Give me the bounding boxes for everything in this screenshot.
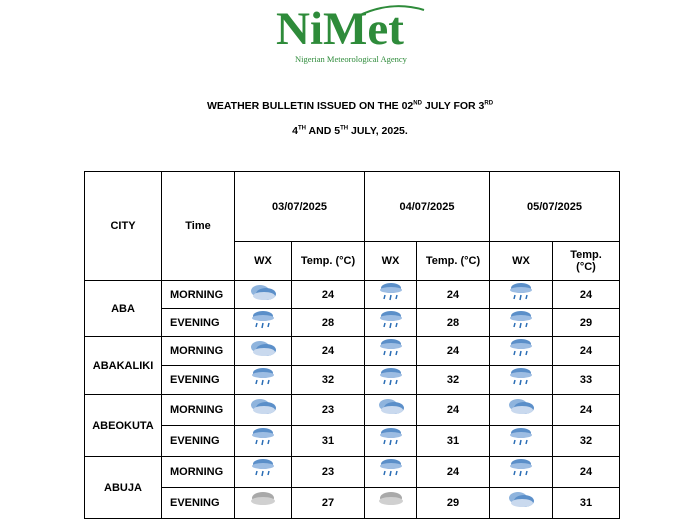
wx-cell	[235, 457, 292, 488]
table-row	[85, 457, 620, 488]
temp-cell: 32	[553, 426, 620, 457]
time-cell: MORNING	[162, 337, 235, 366]
wx-cell	[235, 337, 292, 366]
wx-cell	[490, 366, 553, 395]
temp-cell: 31	[292, 426, 365, 457]
wx-header: WX	[490, 242, 553, 281]
temp-cell: 24	[417, 457, 490, 488]
weather-table	[84, 171, 620, 519]
rain-cloud-icon	[506, 457, 536, 479]
table-row	[85, 488, 620, 519]
temp-header-wrapped: Temp. (°C)	[553, 242, 620, 281]
bulletin-title-line-1: WEATHER BULLETIN ISSUED ON THE 02ND JULY FOR 3RD	[206, 100, 494, 112]
rain-cloud-icon	[506, 366, 536, 388]
cloudy-icon	[376, 395, 406, 417]
rain-cloud-icon	[248, 366, 278, 388]
wx-cell	[490, 309, 553, 337]
wx-cell	[365, 395, 417, 426]
temp-cell: 29	[553, 309, 620, 337]
overcast-icon	[248, 488, 278, 510]
time-cell: EVENING	[162, 309, 235, 337]
time-cell: EVENING	[162, 426, 235, 457]
wx-cell	[365, 309, 417, 337]
wx-cell	[365, 281, 417, 309]
wx-cell	[235, 309, 292, 337]
rain-cloud-icon	[506, 309, 536, 331]
table-row	[85, 309, 620, 337]
city-header: CITY	[85, 172, 162, 281]
wx-cell	[365, 366, 417, 395]
overcast-icon	[376, 488, 406, 510]
wx-cell	[365, 337, 417, 366]
date-header-1: 03/07/2025	[235, 172, 365, 242]
temp-cell: 33	[553, 366, 620, 395]
rain-cloud-icon	[248, 426, 278, 448]
cloudy-icon	[248, 337, 278, 359]
wx-cell	[490, 426, 553, 457]
rain-cloud-icon	[376, 426, 406, 448]
date-header-2: 04/07/2025	[365, 172, 490, 242]
temp-cell: 31	[553, 488, 620, 519]
temp-cell: 24	[553, 457, 620, 488]
wx-header: WX	[365, 242, 417, 281]
temp-cell: 31	[417, 426, 490, 457]
wx-cell	[490, 395, 553, 426]
table-row	[85, 395, 620, 426]
wx-cell	[365, 457, 417, 488]
time-cell: MORNING	[162, 457, 235, 488]
date-header-3: 05/07/2025	[490, 172, 620, 242]
temp-cell: 24	[553, 281, 620, 309]
wx-cell	[235, 426, 292, 457]
logo-arc-icon	[356, 4, 426, 18]
temp-cell: 24	[417, 395, 490, 426]
temp-header: Temp. (°C)	[292, 242, 365, 281]
wx-cell	[490, 488, 553, 519]
temp-header: Temp. (°C)	[417, 242, 490, 281]
rain-cloud-icon	[506, 426, 536, 448]
wx-cell	[365, 488, 417, 519]
wx-cell	[235, 281, 292, 309]
rain-cloud-icon	[506, 281, 536, 303]
wx-cell	[490, 281, 553, 309]
rain-cloud-icon	[248, 309, 278, 331]
rain-cloud-icon	[376, 281, 406, 303]
temp-cell: 27	[292, 488, 365, 519]
wx-cell	[490, 457, 553, 488]
table-row	[85, 281, 620, 309]
temp-cell: 32	[292, 366, 365, 395]
logo-subtitle: Nigerian Meteorological Agency	[295, 54, 407, 64]
temp-cell: 32	[417, 366, 490, 395]
table-row	[85, 337, 620, 366]
rain-cloud-icon	[506, 337, 536, 359]
rain-cloud-icon	[376, 457, 406, 479]
cloudy-icon	[248, 281, 278, 303]
wx-cell	[490, 337, 553, 366]
temp-cell: 24	[292, 337, 365, 366]
cloudy-icon	[248, 395, 278, 417]
city-cell: ABA	[85, 281, 162, 337]
rain-cloud-icon	[376, 337, 406, 359]
city-cell: ABAKALIKI	[85, 337, 162, 395]
temp-cell: 28	[417, 309, 490, 337]
temp-cell: 24	[292, 281, 365, 309]
table-row	[85, 426, 620, 457]
city-cell: ABUJA	[85, 457, 162, 519]
cloudy-icon	[506, 395, 536, 417]
bulletin-title-line-2: 4TH AND 5TH JULY, 2025.	[292, 125, 408, 137]
wx-cell	[235, 395, 292, 426]
temp-cell: 24	[553, 337, 620, 366]
city-cell: ABEOKUTA	[85, 395, 162, 457]
time-cell: MORNING	[162, 395, 235, 426]
temp-cell: 29	[417, 488, 490, 519]
temp-cell: 24	[417, 337, 490, 366]
time-header: Time	[162, 172, 235, 281]
rain-cloud-icon	[376, 366, 406, 388]
nimet-logo	[276, 4, 426, 66]
temp-cell: 28	[292, 309, 365, 337]
wx-cell	[235, 366, 292, 395]
time-cell: EVENING	[162, 366, 235, 395]
time-cell: EVENING	[162, 488, 235, 519]
cloudy-icon	[506, 488, 536, 510]
rain-cloud-icon	[376, 309, 406, 331]
temp-cell: 24	[553, 395, 620, 426]
table-row	[85, 366, 620, 395]
temp-cell: 23	[292, 395, 365, 426]
wx-header: WX	[235, 242, 292, 281]
temp-cell: 24	[417, 281, 490, 309]
wx-cell	[235, 488, 292, 519]
rain-cloud-icon	[248, 457, 278, 479]
temp-cell: 23	[292, 457, 365, 488]
wx-cell	[365, 426, 417, 457]
logo-wordmark: NiMet	[276, 3, 404, 55]
time-cell: MORNING	[162, 281, 235, 309]
